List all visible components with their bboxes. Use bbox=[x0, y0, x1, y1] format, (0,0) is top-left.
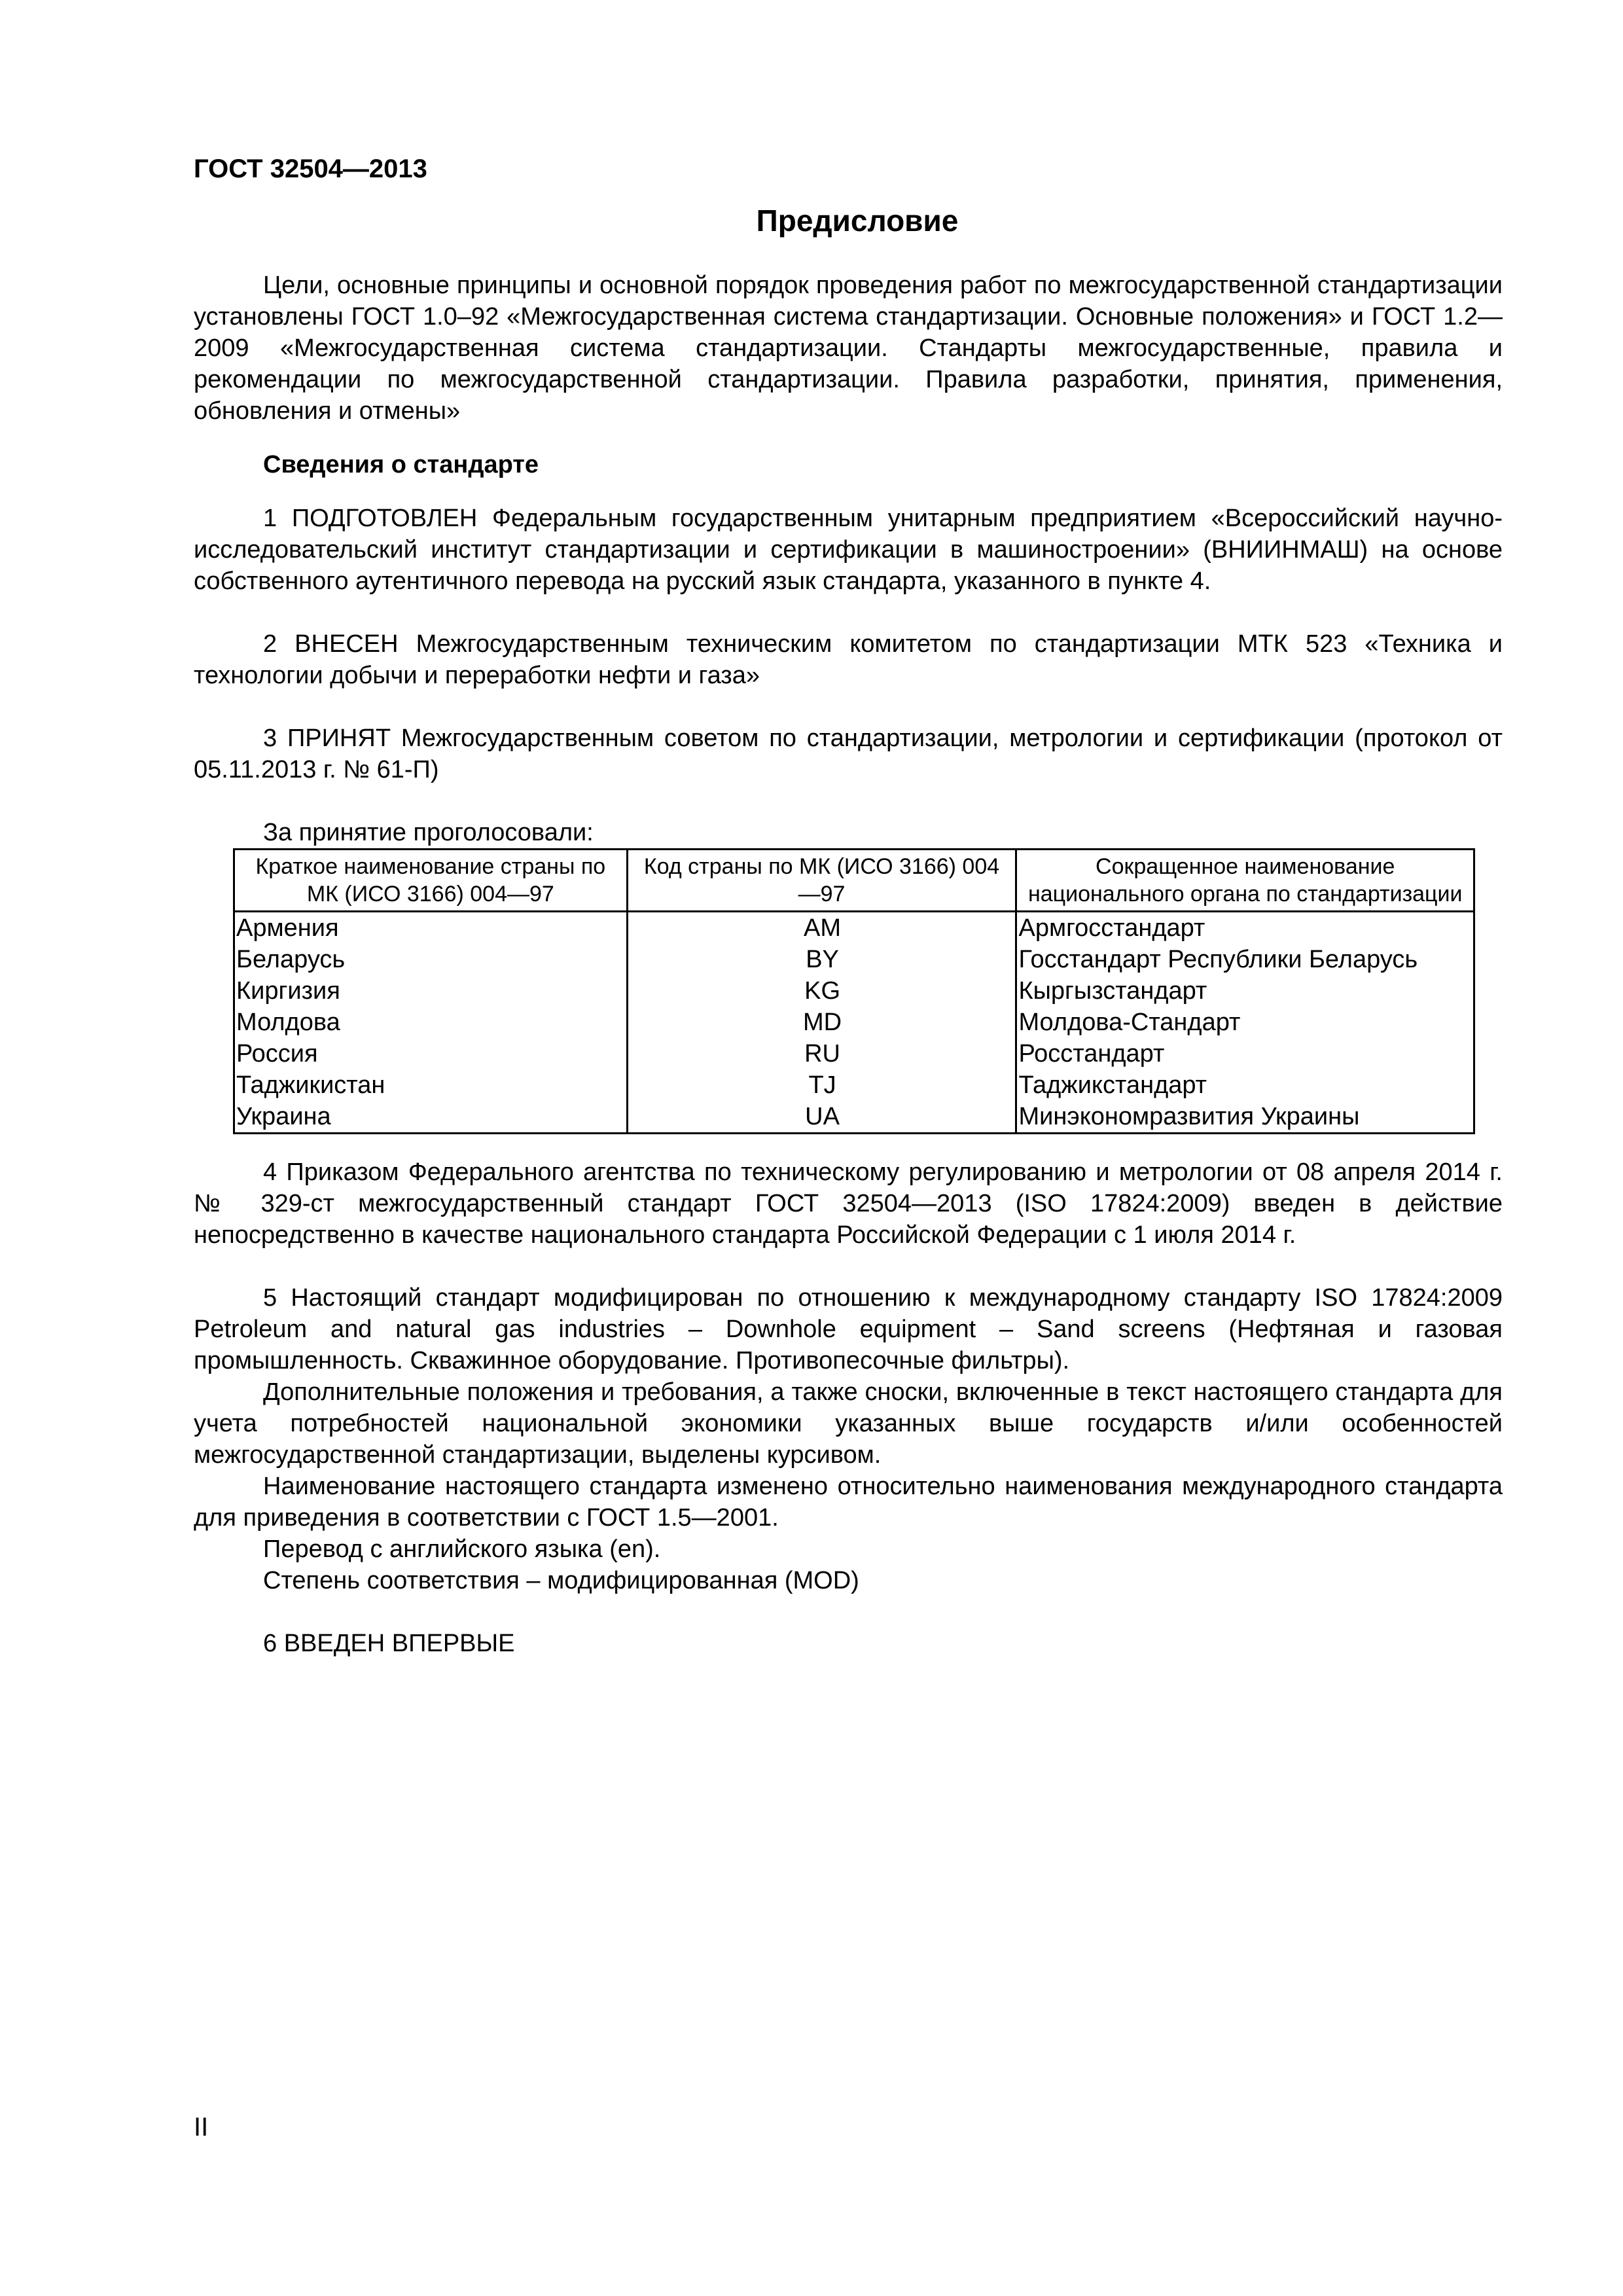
item-5-conformity-degree: Степень соответствия – модифицированная (MOD) bbox=[263, 1567, 859, 1594]
cell-standards-body: Росстандарт bbox=[1016, 1038, 1474, 1069]
document-code-header: ГОСТ 32504—2013 bbox=[194, 154, 427, 183]
cell-code: MD bbox=[627, 1007, 1016, 1038]
document-body bbox=[194, 270, 1503, 1659]
cell-code: TJ bbox=[627, 1069, 1016, 1101]
item-5-translation: Перевод с английского языка (en). bbox=[263, 1535, 661, 1563]
header-country-name: Краткое наименование страны по МК (ИСО 3166) 004—97 bbox=[234, 850, 628, 912]
intro-paragraph: Цели, основные принципы и основной порядок проведения работ по межгосударственной стандартизации установлены ГОСТ 1.0–92 «Межгосударственная система стандартизации. Основные положения» и ГОСТ 1.2—2009 «Межгосударственная система стандартизации. Стандарты межгосударственные, правила и рекомендации по межгосударственной стандартизации. Правила разработки, принятия, применения, обновления и отмены» bbox=[194, 272, 1503, 425]
table-row bbox=[234, 1038, 1474, 1069]
table-row bbox=[234, 944, 1474, 975]
voting-countries-table bbox=[233, 848, 1475, 1134]
table-row bbox=[234, 1007, 1474, 1038]
cell-standards-body: Минэкономразвития Украины bbox=[1016, 1101, 1474, 1134]
table-row bbox=[234, 975, 1474, 1007]
page-number: II bbox=[194, 2113, 209, 2142]
item-2-paragraph: 2 ВНЕСЕН Межгосударственным техническим комитетом по стандартизации МТК 523 «Техника и технологии добычи и переработки нефти и газа» bbox=[194, 630, 1503, 689]
header-standards-body: Сокращенное наименование национального органа по стандартизации bbox=[1016, 850, 1474, 912]
item-4-paragraph: 4 Приказом Федерального агентства по техническому регулированию и метрологии от 08 апреля 2014 г. № 329-ст межгосударственный стандарт ГОСТ 32504—2013 (ISO 17824:2009) введен в действие непосредственно в качестве национального стандарта Российской Федерации с 1 июля 2014 г. bbox=[194, 1158, 1503, 1249]
cell-country: Армения bbox=[234, 912, 628, 944]
cell-country: Таджикистан bbox=[234, 1069, 628, 1101]
table-row bbox=[234, 1069, 1474, 1101]
cell-standards-body: Кыргызстандарт bbox=[1016, 975, 1474, 1007]
cell-country: Киргизия bbox=[234, 975, 628, 1007]
section-subheading: Сведения о стандарте bbox=[263, 451, 539, 478]
cell-code: BY bbox=[627, 944, 1016, 975]
table-row bbox=[234, 912, 1474, 944]
cell-code: RU bbox=[627, 1038, 1016, 1069]
item-6-paragraph: 6 ВВЕДЕН ВПЕРВЫЕ bbox=[263, 1630, 515, 1657]
cell-code: AM bbox=[627, 912, 1016, 944]
cell-code: UA bbox=[627, 1101, 1016, 1134]
item-3-paragraph: 3 ПРИНЯТ Межгосударственным советом по стандартизации, метрологии и сертификации (протокол от 05.11.2013 г. № 61-П) bbox=[194, 725, 1503, 783]
cell-country: Беларусь bbox=[234, 944, 628, 975]
header-country-code: Код страны по МК (ИСО 3166) 004—97 bbox=[627, 850, 1016, 912]
cell-country: Россия bbox=[234, 1038, 628, 1069]
cell-country: Молдова bbox=[234, 1007, 628, 1038]
cell-standards-body: Молдова-Стандарт bbox=[1016, 1007, 1474, 1038]
page-title: Предисловие bbox=[756, 204, 959, 238]
table-header-row bbox=[234, 850, 1474, 912]
item-1-paragraph: 1 ПОДГОТОВЛЕН Федеральным государственным унитарным предприятием «Всероссийский научно-исследовательский институт стандартизации и сертификации в машиностроении» (ВНИИНМАШ) на основе собственного аутентичного перевода на русский язык стандарта, указанного в пункте 4. bbox=[194, 505, 1503, 595]
item-5-paragraph: 5 Настоящий стандарт модифицирован по отношению к международному стандарту ISO 17824:2009 Petroleum and natural gas industries – Downhole equipment – Sand screens (Нефтяная и газовая промышленность. Скважинное оборудование. Противопесочные фильтры). bbox=[194, 1284, 1503, 1374]
table-caption: За принятие проголосовали: bbox=[263, 819, 594, 846]
cell-code: KG bbox=[627, 975, 1016, 1007]
item-5-title-change: Наименование настоящего стандарта изменено относительно наименования международного стандарта для приведения в соответствии с ГОСТ 1.5—2001. bbox=[194, 1473, 1503, 1532]
item-5-additional-provisions: Дополнительные положения и требования, а также сноски, включенные в текст настоящего стандарта для учета потребностей национальной экономики указанных выше государств и/или особенностей межгосударственной стандартизации, выделены курсивом. bbox=[194, 1378, 1503, 1469]
cell-standards-body: Таджикстандарт bbox=[1016, 1069, 1474, 1101]
table-row bbox=[234, 1101, 1474, 1134]
cell-standards-body: Армгосстандарт bbox=[1016, 912, 1474, 944]
cell-country: Украина bbox=[234, 1101, 628, 1134]
cell-standards-body: Госстандарт Республики Беларусь bbox=[1016, 944, 1474, 975]
